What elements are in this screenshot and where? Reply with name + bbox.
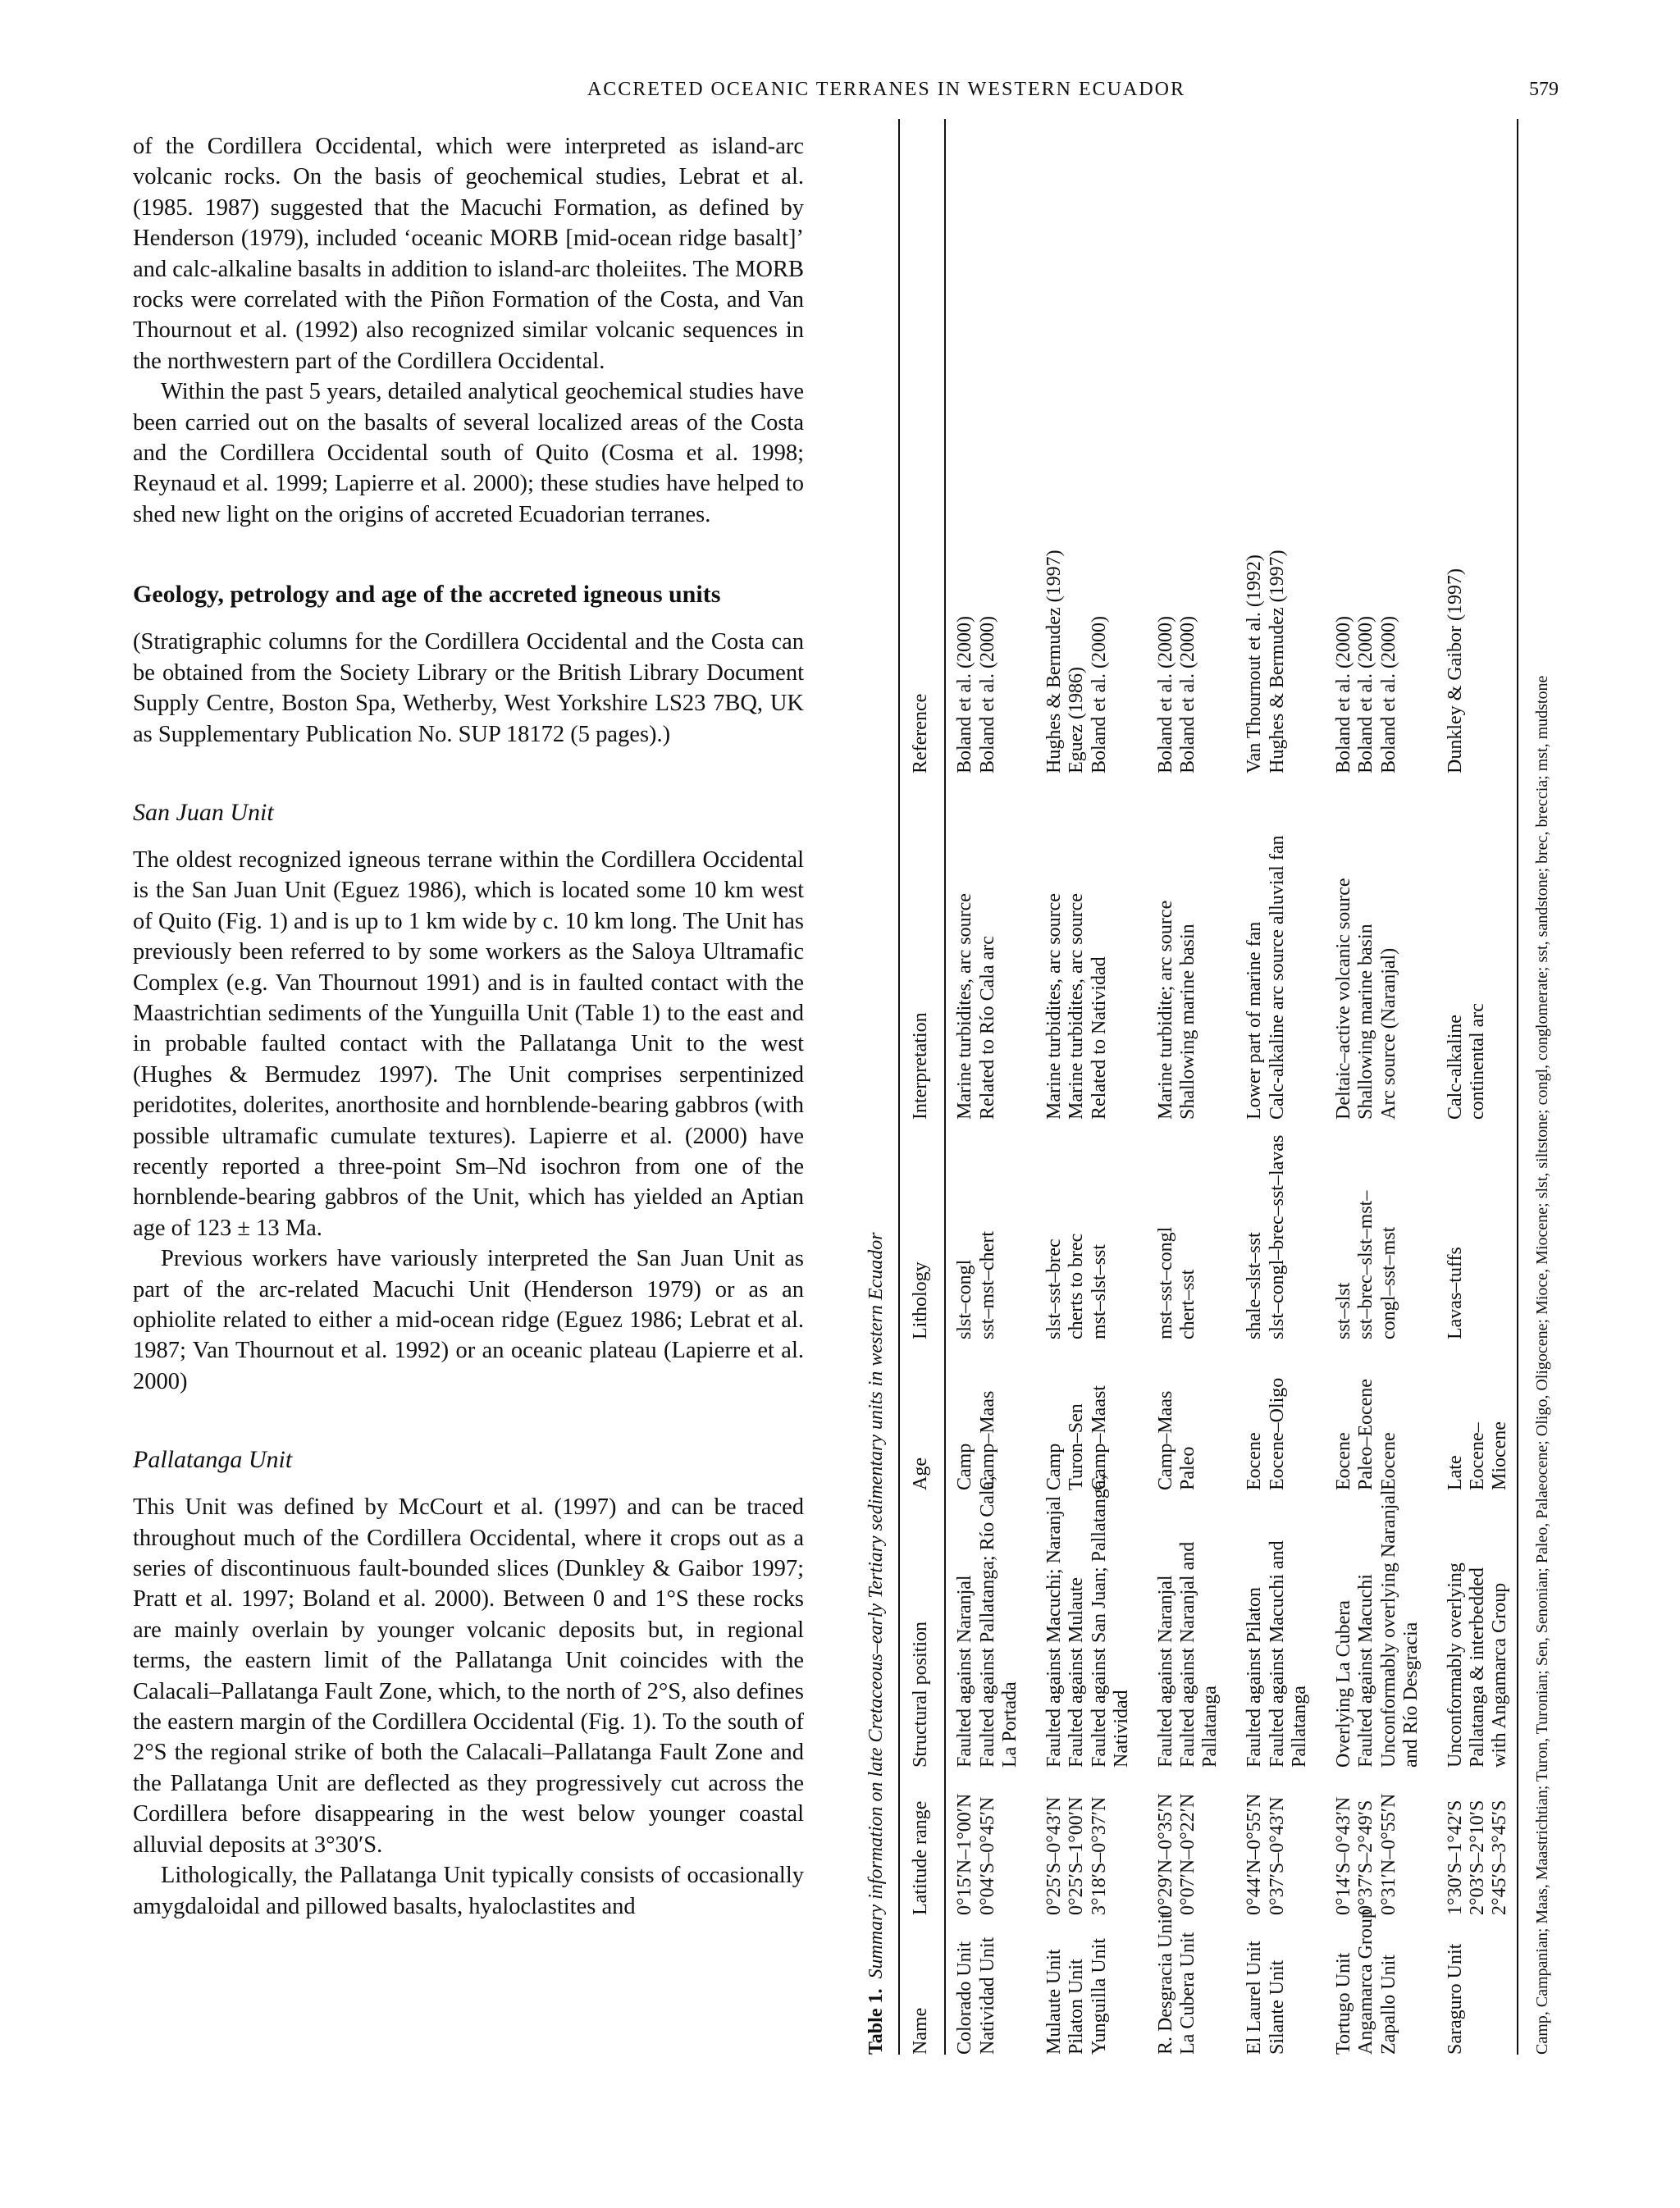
cell-line: slst–congl–brec–sst–lavas [1266, 1134, 1288, 1339]
cell-line: 3°18′S–0°37′N [1088, 1796, 1110, 1915]
cell-line: mst–slst–sst [1088, 1243, 1110, 1339]
cell-line: Boland et al. (2000) [1377, 616, 1399, 773]
header-latitude: Latitude range [910, 1800, 931, 1915]
cell-line: Shallowing marine basin [1177, 924, 1198, 1120]
cell-line: Lavas–tuffs [1444, 1247, 1466, 1339]
cell-line: Faulted against Naranjal [954, 1575, 975, 1768]
cell-lat [1267, 1797, 1289, 1915]
cell-name [954, 1941, 976, 2055]
cell-lith [954, 1260, 976, 1339]
paragraph-3: (Stratigraphic columns for the Cordillera Occidental and the Costa can be obtained from the Society Library or the British Library Document Supply Centre, Boston Spa, Wetherby, West Yorkshire LS23 7BQ, UK as Supplementary Publication No. SUP 18172 (5 pages).) [133, 629, 804, 747]
cell-age [1445, 1421, 1511, 1490]
cell-line: 0°29′N–0°35′N [1154, 1793, 1176, 1915]
cell-line: 0°25′S–0°43′N [1043, 1796, 1065, 1915]
cell-line: Pilaton Unit [1066, 1959, 1087, 2055]
cell-interp [1445, 1003, 1489, 1120]
cell-struct [1066, 1577, 1088, 1768]
cell-line: Shallowing marine basin [1355, 924, 1376, 1120]
cell-lat [1244, 1794, 1266, 1915]
cell-line: Saraguro Unit [1444, 1943, 1466, 2055]
table-top-rule [898, 119, 900, 2055]
cell-line: Eguez (1986) [1066, 667, 1087, 773]
cell-struct [1089, 1475, 1133, 1768]
cell-line: Faulted against Pilaton [1244, 1587, 1265, 1768]
cell-line: Late [1444, 1455, 1466, 1490]
cell-line: Natividad [1110, 1690, 1132, 1768]
cell-ref [977, 616, 999, 773]
cell-lith [1244, 1232, 1266, 1339]
table-header-rule [944, 119, 946, 2055]
cell-age [1066, 1403, 1088, 1490]
section-heading-geology: Geology, petrology and age of the accreted igneous units [133, 581, 721, 609]
cell-line: Eocene [1377, 1432, 1399, 1490]
cell-line: Arc source (Naranjal) [1377, 947, 1399, 1120]
cell-ref [954, 616, 976, 773]
left-text-column [133, 131, 804, 1922]
cell-lat [1043, 1797, 1066, 1915]
cell-line: continental arc [1466, 1003, 1488, 1120]
cell-line: 2°45′S–3°45′S [1488, 1800, 1510, 1915]
header-lithology: Lithology [910, 1261, 931, 1339]
subsection-heading-san-juan: San Juan Unit [133, 798, 274, 826]
cell-lith [1177, 1270, 1199, 1339]
cell-struct [1445, 1562, 1511, 1768]
cell-line: Tortugo Unit [1332, 1952, 1354, 2055]
cell-age [1244, 1432, 1266, 1490]
cell-name [1445, 1944, 1467, 2055]
table-caption-text: Summary information on late Cretaceous–early Tertiary sedimentary units in western Ecuador [865, 1232, 887, 1979]
cell-line: Eocene [1244, 1432, 1265, 1490]
cell-struct [977, 1476, 1021, 1768]
cell-name [1333, 1953, 1355, 2055]
cell-line: 0°44′N–0°55′N [1244, 1793, 1265, 1915]
cell-age [1333, 1432, 1355, 1490]
cell-line: Boland et al. (2000) [1355, 616, 1376, 773]
cell-struct [1378, 1489, 1422, 1768]
cell-struct [954, 1575, 976, 1768]
cell-line: La Portada [998, 1681, 1020, 1768]
cell-line: Boland et al. (2000) [954, 616, 975, 773]
cell-lith [1378, 1227, 1400, 1339]
cell-line: 0°25′S–1°00′N [1066, 1796, 1087, 1915]
cell-name [1267, 1960, 1289, 2055]
cell-interp [1066, 893, 1088, 1120]
cell-line: Boland et al. (2000) [976, 616, 998, 773]
table-bottom-rule [1517, 119, 1518, 2055]
cell-line: Unconformably overlying Naranjal [1377, 1489, 1399, 1768]
cell-line: 2°03′S–2°10′S [1466, 1800, 1488, 1915]
cell-line: Eocene–Oligo [1266, 1377, 1288, 1490]
cell-line: Faulted against Macuchi [1355, 1574, 1376, 1768]
cell-line: mst–sst–congl [1154, 1226, 1176, 1339]
cell-lith [1043, 1239, 1066, 1339]
table-caption [865, 1232, 888, 2055]
cell-line: sst–slst [1332, 1282, 1354, 1339]
cell-age [1378, 1432, 1400, 1490]
cell-line: 0°31′N–0°55′N [1377, 1793, 1399, 1915]
cell-lat [1445, 1800, 1511, 1915]
cell-ref [1043, 550, 1066, 773]
cell-age [1155, 1391, 1177, 1490]
cell-line: Silante Unit [1266, 1959, 1288, 2055]
header-name: Name [910, 2007, 931, 2055]
cell-line: Zapallo Unit [1377, 1955, 1399, 2055]
cell-line: Overlying La Cubera [1332, 1600, 1354, 1768]
header-structural-position: Structural position [910, 1622, 931, 1768]
cell-line: slst–sst–brec [1043, 1239, 1065, 1339]
cell-interp [1177, 924, 1199, 1120]
cell-line: Angamarca Group [1355, 1909, 1376, 2055]
cell-ref [1355, 616, 1377, 773]
page-number: 579 [1529, 79, 1559, 100]
cell-name [1378, 1955, 1400, 2055]
cell-age [977, 1391, 999, 1490]
cell-interp [1333, 878, 1355, 1120]
cell-line: Faulted against San Juan; Pallatanga; [1088, 1474, 1110, 1768]
cell-line: Marine turbidites, arc source [1066, 893, 1087, 1120]
cell-lat [1333, 1797, 1355, 1915]
cell-name [1043, 1949, 1066, 2055]
header-reference: Reference [910, 693, 931, 773]
cell-line: Eocene [1332, 1432, 1354, 1490]
cell-line: Hughes & Bermudez (1997) [1043, 550, 1065, 773]
cell-line: 0°14′S–0°43′N [1332, 1796, 1354, 1915]
table-1 [865, 119, 1571, 2055]
cell-lat [1155, 1794, 1177, 1915]
cell-age [1177, 1447, 1199, 1490]
cell-ref [1155, 616, 1177, 773]
cell-age [1089, 1385, 1111, 1490]
cell-lith [1355, 1191, 1377, 1339]
cell-line: El Laurel Unit [1244, 1941, 1265, 2055]
cell-line: Marine turbidites, arc source [954, 893, 975, 1120]
cell-interp [1155, 901, 1177, 1120]
cell-line: slst–congl [954, 1259, 975, 1339]
cell-line: 0°37′S–2°49′S [1355, 1800, 1376, 1915]
cell-name [977, 1937, 999, 2055]
cell-interp [954, 893, 976, 1120]
cell-lat [1355, 1800, 1377, 1915]
cell-line: Mulaute Unit [1043, 1949, 1065, 2055]
cell-interp [1378, 948, 1400, 1120]
header-interpretation: Interpretation [910, 1012, 931, 1120]
cell-line: Faulted against Macuchi and [1266, 1540, 1288, 1768]
cell-line: Miocene [1488, 1421, 1510, 1490]
cell-name [1355, 1909, 1377, 2055]
cell-struct [1355, 1574, 1377, 1768]
cell-struct [1177, 1542, 1221, 1768]
header-age: Age [910, 1458, 931, 1490]
cell-ref [1089, 616, 1111, 773]
cell-age [1267, 1378, 1289, 1490]
cell-ref [1244, 554, 1266, 773]
cell-lat [954, 1794, 976, 1915]
cell-lith [977, 1231, 999, 1339]
cell-line: 1°30′S–1°42′S [1444, 1800, 1466, 1915]
subsection-heading-pallatanga: Pallatanga Unit [133, 1446, 293, 1474]
cell-line: Related to Natividad [1088, 956, 1110, 1120]
cell-line: Faulted against Macuchi; Naranjal [1043, 1495, 1065, 1768]
cell-line: Pallatanga [1288, 1686, 1310, 1768]
cell-name [1155, 1913, 1177, 2055]
cell-line: Hughes & Bermudez (1997) [1266, 550, 1288, 773]
cell-ref [1378, 616, 1400, 773]
cell-interp [977, 936, 999, 1120]
cell-line: Turon–Sen [1066, 1403, 1087, 1490]
cell-lat [1066, 1797, 1088, 1915]
cell-line: Calc-alkaline arc source alluvial fan [1266, 835, 1288, 1120]
cell-line: Boland et al. (2000) [1332, 616, 1354, 773]
cell-line: Boland et al. (2000) [1154, 616, 1176, 773]
cell-name [1244, 1941, 1266, 2055]
cell-name [1177, 1932, 1199, 2055]
paragraph-1: of the Cordillera Occidental, which were interpreted as island-arc volcanic rocks. On the basis of geochemical studies, Lebrat et al. (1985. 1987) suggested that the Macuchi Formation, as defined by Henderson (1979), included ‘oceanic MORB [mid-ocean ridge basalt]’ and calc-alkaline basalts in addition to island-arc tholeiites. The MORB rocks were correlated with the Piñon Formation of the Costa, and Van Thournout et al. (1992) also recognized similar volcanic sequences in the northwestern part of the Cordillera Occidental. [133, 134, 804, 374]
cell-name [1066, 1959, 1088, 2055]
cell-line: shale–slst–sst [1244, 1232, 1265, 1339]
cell-ref [1333, 616, 1355, 773]
cell-ref [1066, 667, 1088, 773]
cell-line: cherts to brec [1066, 1233, 1087, 1339]
cell-line: La Cubera Unit [1177, 1932, 1198, 2055]
cell-line: Paleo–Eocene [1355, 1379, 1376, 1490]
paragraph-5: Previous workers have variously interpreted the San Juan Unit as part of the arc-related Macuchi Unit (Henderson 1979) or as an ophiolite related to either a mid-ocean ridge (Eguez 1986; Lebrat et al. 1987; Van Thournout et al. 1992) or an oceanic plateau (Lapierre et al. 2000) [133, 1246, 804, 1394]
cell-line: Marine turbidites, arc source [1043, 893, 1065, 1120]
cell-struct [1333, 1600, 1355, 1768]
cell-lith [1267, 1135, 1289, 1339]
cell-lat [1089, 1797, 1111, 1915]
cell-line: Boland et al. (2000) [1088, 616, 1110, 773]
cell-line: Eocene– [1466, 1422, 1488, 1490]
cell-struct [1244, 1587, 1266, 1768]
cell-line: Unconformably overlying [1444, 1562, 1466, 1768]
paragraph-2: Within the past 5 years, detailed analytical geochemical studies have been carried out on the basalts of several localized areas of the Costa and the Cordillera Occidental south of Quito (Cosma et al. 1998; Reynaud et al. 1999; Lapierre et al. 2000); these studies have helped to shed new light on the origins of accreted Ecuadorian terranes. [133, 379, 804, 527]
cell-struct [1267, 1540, 1311, 1768]
cell-interp [1244, 922, 1266, 1120]
cell-struct [1043, 1496, 1066, 1768]
cell-lith [1066, 1234, 1088, 1339]
cell-ref [1445, 568, 1467, 773]
running-header [0, 79, 1559, 112]
cell-line: Colorado Unit [954, 1941, 975, 2055]
cell-line: congl–sst–mst [1377, 1226, 1399, 1339]
cell-line: Camp–Maast [1088, 1385, 1110, 1490]
cell-lith [1333, 1283, 1355, 1339]
cell-line: Natividad Unit [976, 1937, 998, 2055]
cell-line: Dunkley & Gaibor (1997) [1444, 568, 1466, 773]
cell-lat [1378, 1794, 1400, 1915]
cell-lith [1155, 1227, 1177, 1339]
cell-interp [1043, 893, 1066, 1120]
cell-name [1089, 1938, 1111, 2055]
cell-line: Faulted against Pallatanga; Río Cala; [976, 1476, 998, 1768]
paragraph-4: The oldest recognized igneous terrane within the Cordillera Occidental is the San Juan Unit (Eguez 1986), which is located some 10 km west of Quito (Fig. 1) and is up to 1 km wide by c. 10 km long. The Unit has previously been referred to by some workers as the Saloya Ultramafic Complex (e.g. Van Thournout 1991) and is in faulted contact with the Maastrichtian sediments of the Yunguilla Unit (Table 1) to the east and in probable faulted contact with the Pallatanga Unit to the west (Hughes & Bermudez 1997). The Unit comprises serpentinized peridotites, dolerites, anorthosite and hornblende-bearing gabbros (with possible ultramafic cumulate textures). Lapierre et al. (2000) have recently reported a three-point Sm–Nd isochron from one of the hornblende-bearing gabbros of the Unit, which has yielded an Aptian age of 123 ± 13 Ma. [133, 846, 804, 1241]
cell-line: Camp [1043, 1443, 1065, 1490]
cell-line: Camp [954, 1443, 975, 1490]
cell-line: Pallatanga [1199, 1686, 1221, 1768]
cell-line: Camp–Maas [976, 1390, 998, 1490]
cell-line: Van Thournout et al. (1992) [1244, 554, 1265, 773]
cell-line: 0°15′N–1°00′N [954, 1793, 975, 1915]
cell-line: Yunguilla Unit [1088, 1938, 1110, 2055]
cell-interp [1089, 956, 1111, 1120]
cell-line: Related to Río Cala arc [976, 936, 998, 1120]
cell-line: Marine turbidite; arc source [1154, 900, 1176, 1120]
cell-line: Boland et al. (2000) [1177, 616, 1198, 773]
running-title: ACCRETED OCEANIC TERRANES IN WESTERN ECUADOR [587, 79, 1185, 100]
cell-line: Camp–Maas [1154, 1390, 1176, 1490]
cell-age [1355, 1379, 1377, 1490]
cell-age [1043, 1444, 1066, 1490]
cell-line: sst–mst–chert [976, 1231, 998, 1339]
cell-lith [1089, 1244, 1111, 1339]
cell-line: sst–brec–slst–mst– [1355, 1190, 1376, 1339]
cell-lat [977, 1797, 999, 1915]
cell-line: Deltaic–active volcanic source [1332, 878, 1354, 1120]
cell-lith [1445, 1247, 1467, 1339]
cell-line: chert–sst [1177, 1269, 1198, 1339]
cell-ref [1267, 550, 1289, 773]
cell-line: with Angamarca Group [1488, 1582, 1510, 1768]
cell-line: and Río Desgracia [1399, 1622, 1422, 1768]
cell-line: Faulted against Naranjal and [1177, 1541, 1198, 1768]
cell-line: 0°04′S–0°45′N [976, 1796, 998, 1915]
cell-interp [1355, 924, 1377, 1120]
cell-ref [1177, 616, 1199, 773]
table-footnote: Camp, Campanian; Maas, Maastrichtian; Turon, Turonian; Sen, Senonian; Paleo, Palaeocene; Oligo, Oligocene; Mioce, Miocene; slst, siltstone; congl, conglomerate; sst, sandstone; brec, breccia; mst, mudstone [1533, 675, 1551, 2055]
cell-line: Calc-alkaline [1444, 1015, 1466, 1120]
cell-line: Pallatanga & interbedded [1466, 1567, 1488, 1768]
cell-line: 0°07′N–0°22′N [1177, 1793, 1198, 1915]
cell-line: 0°37′S–0°43′N [1266, 1796, 1288, 1915]
cell-age [954, 1444, 976, 1490]
cell-line: R. Desgracia Unit [1154, 1913, 1176, 2055]
paragraph-7: Lithologically, the Pallatanga Unit typically consists of occasionally amygdaloidal and pillowed basalts, hyaloclastites and [133, 1863, 804, 1919]
table-header-row [910, 119, 943, 2055]
paragraph-6: This Unit was defined by McCourt et al. (1997) and can be traced throughout much of the Cordillera Occidental, where it crops out as a series of discontinuous fault-bounded slices (Dunkley & Gaibor 1997; Pratt et al. 1997; Boland et al. 2000). Between 0 and 1°S these rocks are mainly overlain by younger volcanic deposits but, in regional terms, the eastern limit of the Pallatanga Unit coincides with the Calacali–Pallatanga Fault Zone, which, to the north of 2°S, also defines the eastern margin of the Cordillera Occidental (Fig. 1). To the south of 2°S the regional strike of both the Calacali–Pallatanga Fault Zone and the Pallatanga Unit are deflected as they progressively cut across the Cordillera before disappearing in the west below younger coastal alluvial deposits at 3°30′S. [133, 1494, 804, 1858]
cell-line: Faulted against Mulaute [1066, 1577, 1087, 1768]
cell-lat [1177, 1794, 1199, 1915]
cell-struct [1155, 1575, 1177, 1768]
cell-line: Lower part of marine fan [1244, 921, 1265, 1120]
cell-line: Faulted against Naranjal [1154, 1575, 1176, 1768]
cell-line: Paleo [1177, 1446, 1198, 1490]
table-label: Table 1. [865, 1988, 887, 2055]
cell-interp [1267, 836, 1289, 1120]
